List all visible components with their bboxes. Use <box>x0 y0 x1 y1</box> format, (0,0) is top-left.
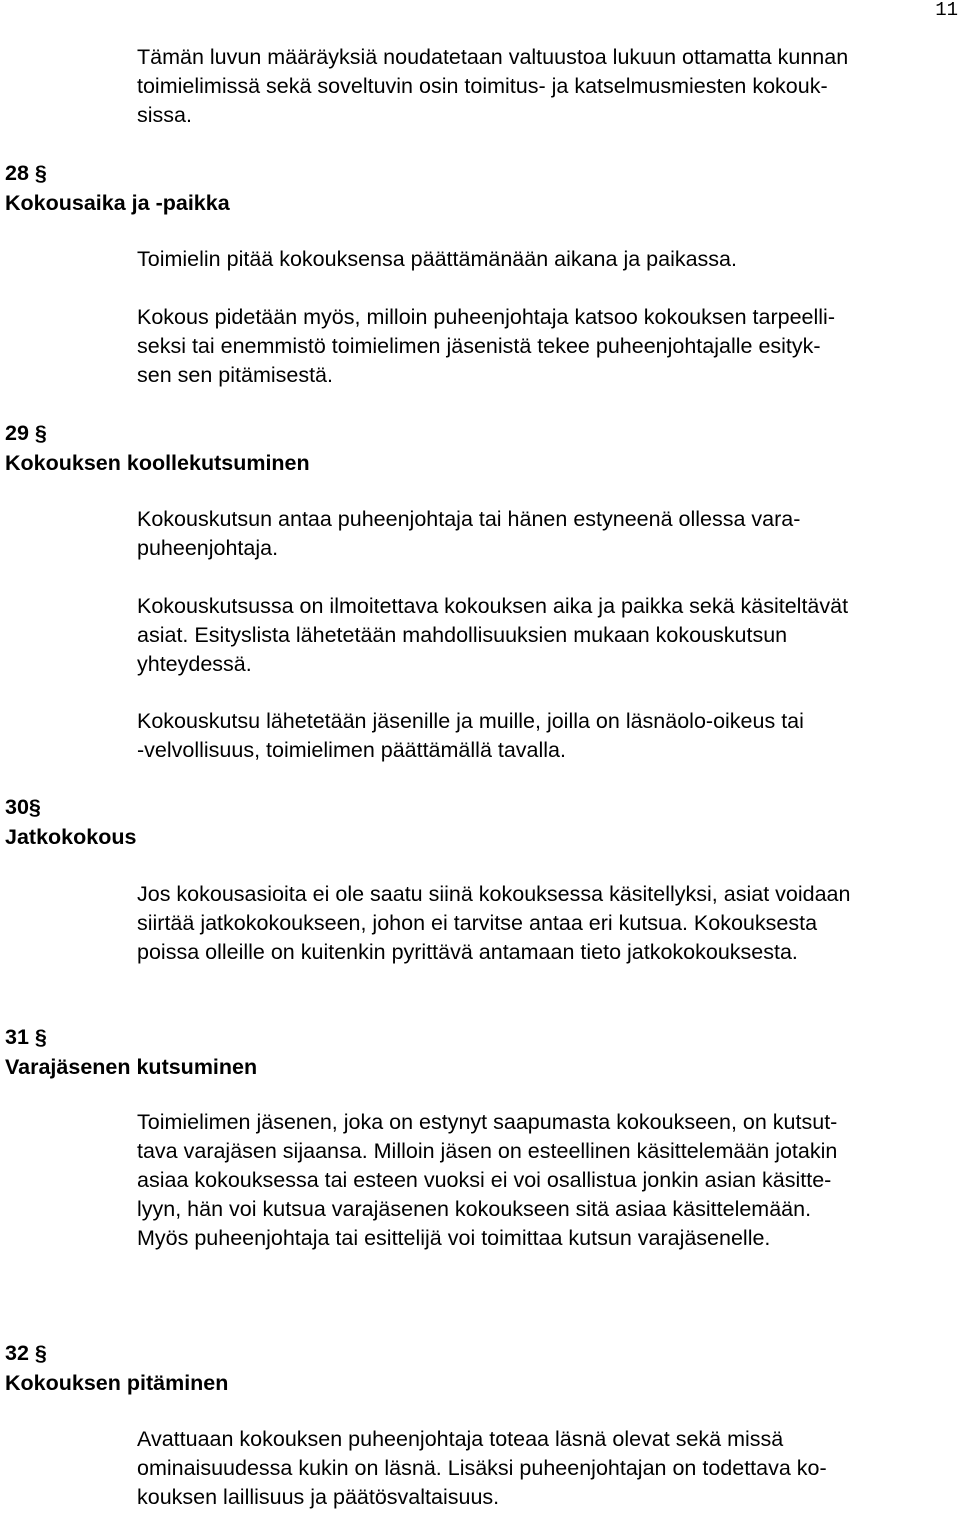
text-line: siirtää jatkokokoukseen, johon ei tarvitse antaa eri kutsua. Kokouksesta <box>137 911 818 935</box>
text-line: tava varajäsen sijaansa. Milloin jäsen on esteellinen käsittelemään jotakin <box>137 1139 838 1163</box>
text-line: Jos kokousasioita ei ole saatu siinä kokouksessa käsitellyksi, asiat voidaan <box>137 882 851 906</box>
text-line: ominaisuudessa kukin on läsnä. Lisäksi puheenjohtajan on todettava ko- <box>137 1456 827 1480</box>
section-title: Kokouksen pitäminen <box>5 1371 229 1395</box>
section-number: 31 § <box>5 1025 47 1049</box>
section-heading-28 <box>5 158 230 218</box>
text-line: seksi tai enemmistö toimielimen jäsenistä tekee puheenjohtajalle esityk- <box>137 334 821 358</box>
section-heading-31 <box>5 1022 257 1082</box>
text-line: kouksen laillisuus ja päätösvaltaisuus. <box>137 1485 500 1509</box>
section-heading-30 <box>5 792 136 852</box>
section-number: 29 § <box>5 421 47 445</box>
section-31-paragraph-1 <box>137 1108 957 1253</box>
text-line: Avattuaan kokouksen puheenjohtaja toteaa läsnä olevat sekä missä <box>137 1427 784 1451</box>
text-line: sen sen pitämisestä. <box>137 363 333 387</box>
section-heading-29 <box>5 418 310 478</box>
text-line: yhteydessä. <box>137 652 252 676</box>
section-28-paragraph-1 <box>137 245 957 274</box>
text-line: puheenjohtaja. <box>137 536 279 560</box>
section-30-paragraph-1 <box>137 880 957 967</box>
text-line: poissa olleille on kuitenkin pyrittävä antamaan tieto jatkokokouksesta. <box>137 940 798 964</box>
section-29-paragraph-3 <box>137 707 957 765</box>
section-title: Kokouksen koollekutsuminen <box>5 451 310 475</box>
section-number: 28 § <box>5 161 47 185</box>
section-number: 32 § <box>5 1341 47 1365</box>
text-line: Kokous pidetään myös, milloin puheenjohtaja katsoo kokouksen tarpeelli- <box>137 305 835 329</box>
section-number: 30§ <box>5 795 41 819</box>
text-line: sissa. <box>137 103 192 127</box>
text-line: lyyn, hän voi kutsua varajäsenen kokoukseen sitä asiaa käsittelemään. <box>137 1197 812 1221</box>
section-title: Kokousaika ja -paikka <box>5 191 230 215</box>
intro-paragraph <box>137 43 957 130</box>
section-29-paragraph-2 <box>137 592 957 679</box>
section-title: Jatkokokous <box>5 825 137 849</box>
text-line: asiat. Esityslista lähetetään mahdollisuuksien mukaan kokouskutsun <box>137 623 788 647</box>
page-number: 11 <box>935 0 958 21</box>
text-line: Toimielimen jäsenen, joka on estynyt saapumasta kokoukseen, on kutsut- <box>137 1110 838 1134</box>
text-line: Toimielin pitää kokouksensa päättämänään aikana ja paikassa. <box>137 247 737 271</box>
text-line: asiaa kokouksessa tai esteen vuoksi ei voi osallistua jonkin asian käsitte- <box>137 1168 832 1192</box>
section-32-paragraph-1 <box>137 1425 957 1512</box>
text-line: Kokouskutsussa on ilmoitettava kokouksen aika ja paikka sekä käsiteltävät <box>137 594 849 618</box>
section-title: Varajäsenen kutsuminen <box>5 1055 258 1079</box>
text-line: toimielimissä sekä soveltuvin osin toimitus- ja katselmusmiesten kokouk- <box>137 74 828 98</box>
section-28-paragraph-2 <box>137 303 957 390</box>
section-29-paragraph-1 <box>137 505 957 563</box>
section-heading-32 <box>5 1338 228 1398</box>
text-line: -velvollisuus, toimielimen päättämällä tavalla. <box>137 738 566 762</box>
text-line: Myös puheenjohtaja tai esittelijä voi toimittaa kutsun varajäsenelle. <box>137 1226 771 1250</box>
text-line: Tämän luvun määräyksiä noudatetaan valtuustoa lukuun ottamatta kunnan <box>137 45 849 69</box>
text-line: Kokouskutsun antaa puheenjohtaja tai hänen estyneenä ollessa vara- <box>137 507 801 531</box>
text-line: Kokouskutsu lähetetään jäsenille ja muille, joilla on läsnäolo-oikeus tai <box>137 709 804 733</box>
